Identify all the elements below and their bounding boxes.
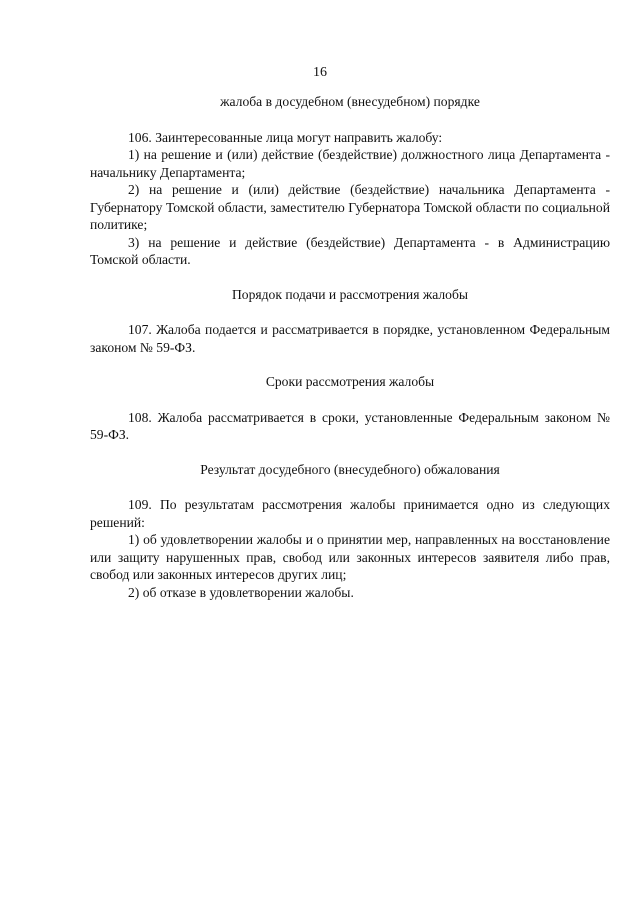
paragraph: 3) на решение и действие (бездействие) Департамента - в Администрацию Томской области. [90,234,610,267]
paragraph: 1) об удовлетворении жалобы и о принятии мер, направленных на восстановление или защиту нарушенных прав, свобод или законных интересов заявителя либо прав, свобод или законных интересов других лиц; [90,532,610,582]
section-heading: Сроки рассмотрения жалобы [265,374,435,389]
section-heading: Порядок подачи и рассмотрения жалобы [231,286,469,302]
paragraph: 107. Жалоба подается и рассматривается в порядке, установленном Федеральным законом № 59-ФЗ. [90,322,610,355]
paragraph: 109. По результатам рассмотрения жалобы принимается одно из следующих решений: [90,497,610,530]
page-number: 16 [313,65,327,80]
paragraph: 106. Заинтересованные лица могут направить жалобу: [128,129,443,145]
section-heading: жалоба в досудебном (внесудебном) порядке [220,94,480,109]
paragraph: 108. Жалоба рассматривается в сроки, установленные Федеральным законом № 59-ФЗ. [90,409,610,442]
document-body [90,93,610,601]
section-heading: Результат досудебного (внесудебного) обжалования [200,461,500,477]
paragraph: 2) об отказе в удовлетворении жалобы. [128,584,354,600]
paragraph: 1) на решение и (или) действие (бездействие) должностного лица Департамента - начальнику Департамента; [90,147,610,180]
paragraph: 2) на решение и (или) действие (бездействие) начальника Департамента - Губернатору Томской области, заместителю Губернатора Томской области по социальной политике; [90,182,610,232]
